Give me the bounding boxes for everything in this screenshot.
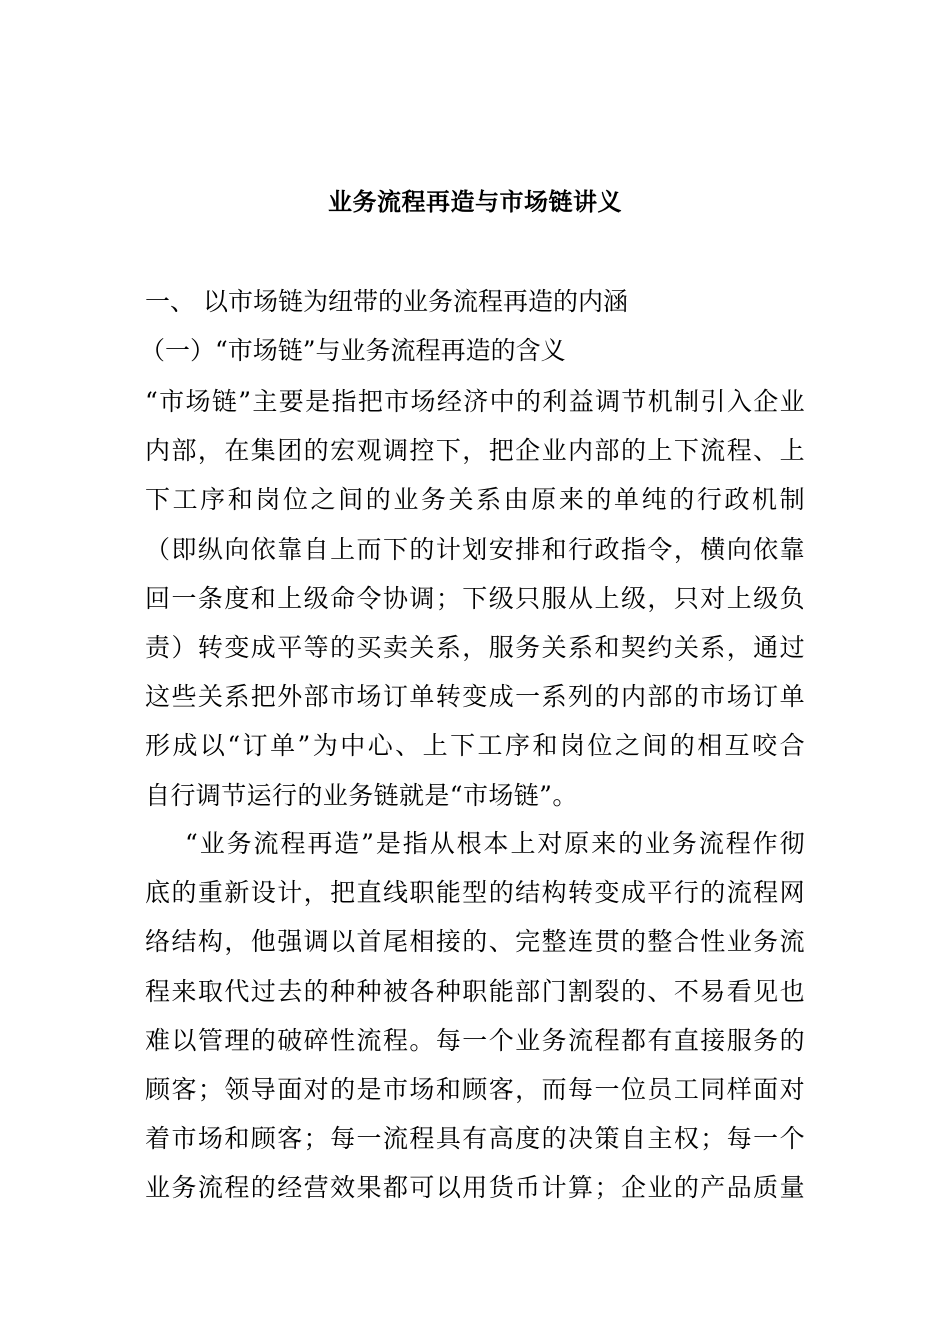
paragraph-line: 顾客；领导面对的是市场和顾客，而每一位员工同样面对	[145, 1074, 805, 1104]
paragraph-line: “市场链”主要是指把市场经济中的利益调节机制引入企业	[145, 387, 805, 416]
paragraph-line: 业务流程的经营效果都可以用货币计算；企业的产品质量	[145, 1173, 805, 1203]
paragraph-line: 下工序和岗位之间的业务关系由原来的单纯的行政机制	[145, 485, 805, 515]
paragraph-market-chain	[145, 377, 805, 820]
paragraph-line: 难以管理的破碎性流程。每一个业务流程都有直接服务的	[145, 1025, 805, 1055]
paragraph-line: 回一条度和上级命令协调；下级只服从上级，只对上级负	[145, 583, 805, 613]
section-heading: 一、 以市场链为纽带的业务流程再造的内涵	[145, 287, 628, 316]
paragraph-line: （即纵向依靠自上而下的计划安排和行政指令，横向依靠	[145, 534, 805, 564]
paragraph-line: 形成以“订单”为中心、上下工序和岗位之间的相互咬合	[145, 731, 805, 761]
paragraph-line: 内部，在集团的宏观调控下，把企业内部的上下流程、上	[145, 436, 805, 466]
paragraph-line: 自行调节运行的业务链就是“市场链”。	[145, 780, 578, 810]
subsection-heading: （一）“市场链”与业务流程再造的含义	[140, 336, 566, 365]
paragraph-line: 这些关系把外部市场订单转变成一系列的内部的市场订单	[145, 682, 805, 712]
paragraph-line: 底的重新设计，把直线职能型的结构转变成平行的流程网	[145, 878, 805, 908]
document-title: 业务流程再造与市场链讲义	[328, 187, 622, 216]
paragraph-line: 络结构，他强调以首尾相接的、完整连贯的整合性业务流	[145, 927, 805, 957]
paragraph-line: 责）转变成平等的买卖关系，服务关系和契约关系，通过	[145, 632, 805, 662]
paragraph-line: 程来取代过去的种种被各种职能部门割裂的、不易看见也	[145, 976, 805, 1006]
paragraph-process-reengineering	[145, 819, 805, 1213]
paragraph-line: 着市场和顾客；每一流程具有高度的决策自主权；每一个	[145, 1124, 805, 1154]
paragraph-line: “业务流程再造”是指从根本上对原来的业务流程作彻	[185, 829, 805, 858]
